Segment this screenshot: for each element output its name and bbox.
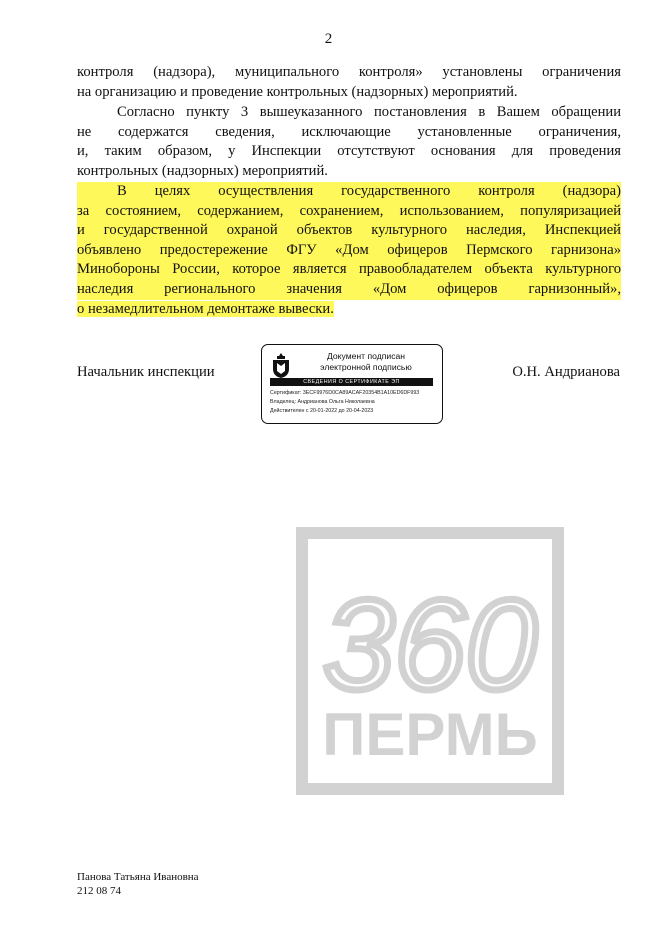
watermark-top-text: 360 — [323, 574, 537, 717]
highlighted-line: и государственной охраной объектов культурного наследия, Инспекцией — [77, 221, 621, 241]
electronic-signature-stamp — [261, 344, 443, 424]
highlighted-text: о незамедлительном демонтаже вывески. — [77, 300, 334, 317]
text-line: не содержатся сведения, исключающие установленные ограничения, — [77, 123, 621, 140]
certificate-owner: Владелец: Андрианова Ольга Николаевна — [270, 399, 375, 405]
text-line: контроля (надзора), муниципального контроля» установлены ограничения — [77, 64, 621, 80]
paragraph-restrictions — [77, 63, 621, 102]
highlighted-line: Минобороны России, которое является правообладателем объекта культурного — [77, 260, 621, 280]
highlighted-line: объявлено предостережение ФГУ «Дом офицеров Пермского гарнизона» — [77, 241, 621, 261]
paragraph-no-grounds — [77, 103, 621, 181]
paragraph-warning-highlighted — [77, 182, 621, 319]
executor-phone: 212 08 74 — [77, 885, 121, 897]
highlighted-line: за состоянием, содержанием, сохранением, использованием, популяризацией — [77, 202, 621, 222]
text-line: и, таким образом, у Инспекции отсутствуют основания для проведения — [77, 143, 621, 160]
page-number: 2 — [324, 31, 333, 47]
text-line: на организацию и проведение контрольных (надзорных) мероприятий. — [77, 83, 518, 100]
certificate-validity: Действителен с 20-01-2022 до 20-04-2023 — [270, 408, 374, 414]
highlighted-line-last — [77, 300, 621, 320]
text-line: контрольных (надзорных) мероприятий. — [77, 162, 328, 179]
highlighted-line: наследия регионального значения «Дом офицеров гарнизонный», — [77, 280, 621, 300]
signer-position: Начальник инспекции — [77, 364, 215, 380]
perm-coat-of-arms-icon — [270, 351, 292, 379]
certificate-number: Сертификат: 3ECF9976D0CA89ACAF20354B1A10ED6DF993 — [270, 390, 420, 396]
text-line: Согласно пункту 3 вышеуказанного постановления в Вашем обращении — [117, 104, 621, 120]
executor-name: Панова Татьяна Ивановна — [77, 871, 199, 883]
watermark-bottom-text: ПЕРМЬ — [322, 701, 538, 768]
highlighted-line: В целях осуществления государственного контроля (надзора) — [77, 182, 621, 202]
stamp-title-line: электронной подписью — [320, 361, 412, 372]
stamp-title-line: Документ подписан — [326, 351, 406, 361]
signer-name: О.Н. Андрианова — [512, 364, 620, 380]
perm-360-watermark-logo — [296, 527, 564, 795]
stamp-title — [292, 351, 440, 372]
certificate-info-bar: СВЕДЕНИЯ О СЕРТИФИКАТЕ ЭП — [270, 378, 433, 386]
